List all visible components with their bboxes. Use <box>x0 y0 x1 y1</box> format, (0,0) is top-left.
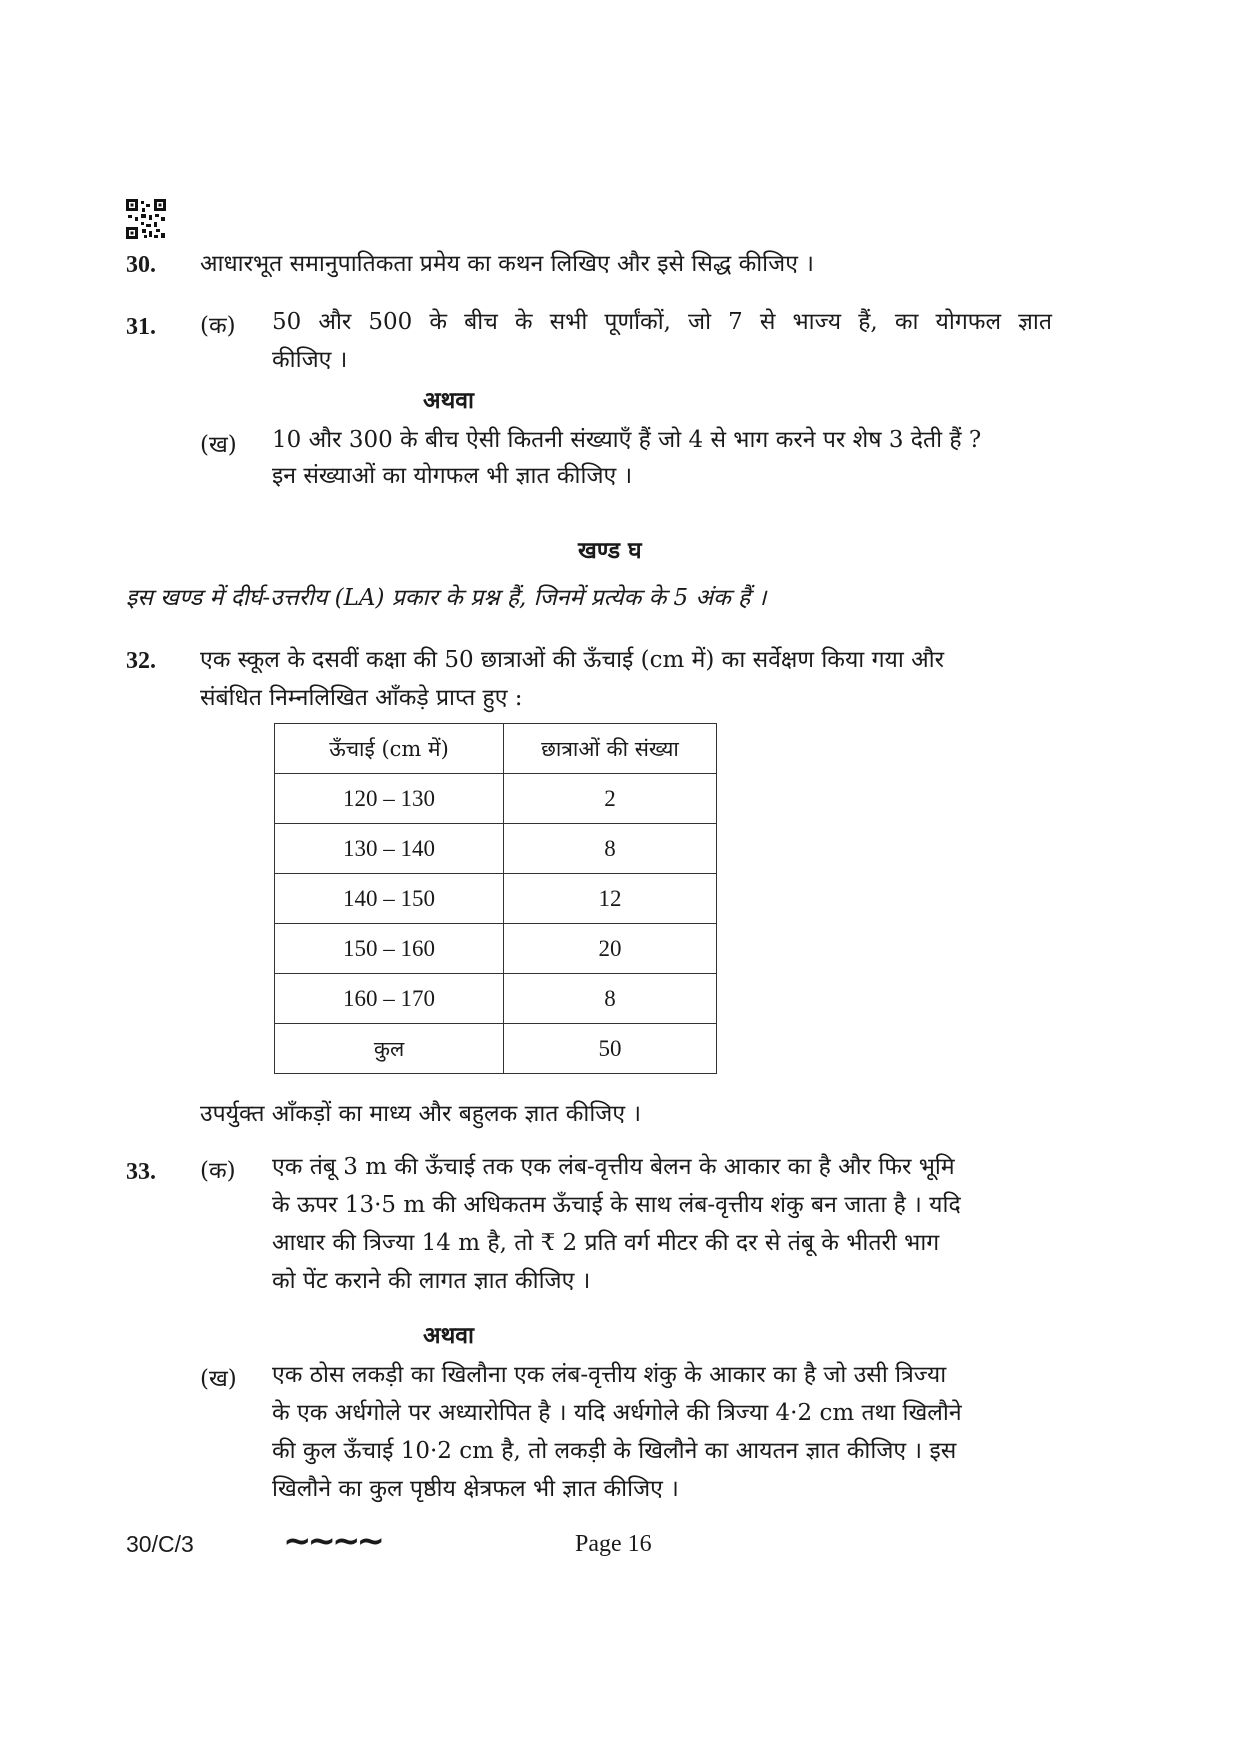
q31-part-b-line1: 10 और 300 के बीच ऐसी कितनी संख्याएँ हैं जो 4 से भाग करने पर शेष 3 देती हैं ? <box>272 427 982 453</box>
table-row <box>275 974 717 1024</box>
question-number-30: 30. <box>126 252 156 278</box>
q31-or-label: अथवा <box>423 387 475 414</box>
table-row <box>275 924 717 974</box>
question-32-line2: संबंधित निम्नलिखित आँकड़े प्राप्त हुए : <box>200 685 523 711</box>
question-32-after-text: उपर्युक्त आँकड़ों का माध्य और बहुलक ज्ञात कीजिए । <box>200 1101 642 1127</box>
wave-ornament: ~~~~ <box>283 1521 381 1561</box>
table-cell-interval: 150 – 160 <box>275 924 504 974</box>
table-cell-interval: 130 – 140 <box>275 824 504 874</box>
table-total-row <box>275 1024 717 1074</box>
q33-part-a-line4: को पेंट कराने की लागत ज्ञात कीजिए । <box>272 1268 591 1294</box>
table-row <box>275 774 717 824</box>
table-cell-interval: 140 – 150 <box>275 874 504 924</box>
q31-part-b-label: (ख) <box>200 432 237 458</box>
q33-part-a-label: (क) <box>200 1158 236 1184</box>
table-cell-count: 8 <box>504 974 717 1024</box>
table-cell-total-value: 50 <box>504 1024 717 1074</box>
height-frequency-table <box>274 723 717 1074</box>
q33-part-b-label: (ख) <box>200 1366 237 1392</box>
table-header-row <box>275 724 717 774</box>
table-cell-total-label: कुल <box>275 1024 504 1074</box>
q33-part-a-line2: के ऊपर 13·5 m की अधिकतम ऊँचाई के साथ लंब-वृत्तीय शंकु बन जाता है । यदि <box>272 1192 961 1218</box>
question-number-31: 31. <box>126 314 156 340</box>
page-number: Page 16 <box>575 1531 652 1557</box>
table-row <box>275 874 717 924</box>
q33-part-b-line4: खिलौने का कुल पृष्ठीय क्षेत्रफल भी ज्ञात कीजिए । <box>272 1476 679 1502</box>
table-cell-interval: 120 – 130 <box>275 774 504 824</box>
q31-part-a-label: (क) <box>200 313 236 339</box>
q31-part-a-line2: कीजिए । <box>272 347 348 373</box>
q33-part-a-line1: एक तंबू 3 m की ऊँचाई तक एक लंब-वृत्तीय बेलन के आकार का है और फिर भूमि <box>272 1154 955 1180</box>
table-header-count: छात्राओं की संख्या <box>504 724 717 774</box>
table-row <box>275 824 717 874</box>
table-cell-interval: 160 – 170 <box>275 974 504 1024</box>
q33-part-b-line3: की कुल ऊँचाई 10·2 cm है, तो लकड़ी के खिलौने का आयतन ज्ञात कीजिए । इस <box>272 1438 957 1464</box>
section-title: खण्ड घ <box>578 537 642 564</box>
table-cell-count: 12 <box>504 874 717 924</box>
qr-code-icon <box>126 199 166 239</box>
table-cell-count: 8 <box>504 824 717 874</box>
question-number-33: 33. <box>126 1159 156 1185</box>
question-32-line1: एक स्कूल के दसवीं कक्षा की 50 छात्राओं की ऊँचाई (cm में) का सर्वेक्षण किया गया और <box>200 647 945 673</box>
question-number-32: 32. <box>126 648 156 674</box>
q31-part-a-line1: 50 और 500 के बीच के सभी पूर्णांकों, जो 7 से भाज्य हैं, का योगफल ज्ञात <box>272 309 1052 335</box>
q33-part-a-line3: आधार की त्रिज्या 14 m है, तो ₹ 2 प्रति वर्ग मीटर की दर से तंबू के भीतरी भाग <box>272 1230 940 1256</box>
q33-part-b-line2: के एक अर्धगोले पर अध्यारोपित है । यदि अर्धगोले की त्रिज्या 4·2 cm तथा खिलौने <box>272 1400 962 1426</box>
section-instruction: इस खण्ड में दीर्घ-उत्तरीय (LA) प्रकार के प्रश्न हैं, जिनमें प्रत्येक के 5 अंक हैं । <box>126 585 767 611</box>
q33-part-b-line1: एक ठोस लकड़ी का खिलौना एक लंब-वृत्तीय शंकु के आकार का है जो उसी त्रिज्या <box>272 1362 947 1388</box>
q31-part-b-line2: इन संख्याओं का योगफल भी ज्ञात कीजिए । <box>272 463 633 489</box>
q33-or-label: अथवा <box>423 1322 475 1349</box>
table-cell-count: 2 <box>504 774 717 824</box>
table-header-height: ऊँचाई (cm में) <box>275 724 504 774</box>
question-30-text: आधारभूत समानुपातिकता प्रमेय का कथन लिखिए और इसे सिद्ध कीजिए । <box>200 251 814 277</box>
table-cell-count: 20 <box>504 924 717 974</box>
paper-code: 30/C/3 <box>126 1531 194 1557</box>
